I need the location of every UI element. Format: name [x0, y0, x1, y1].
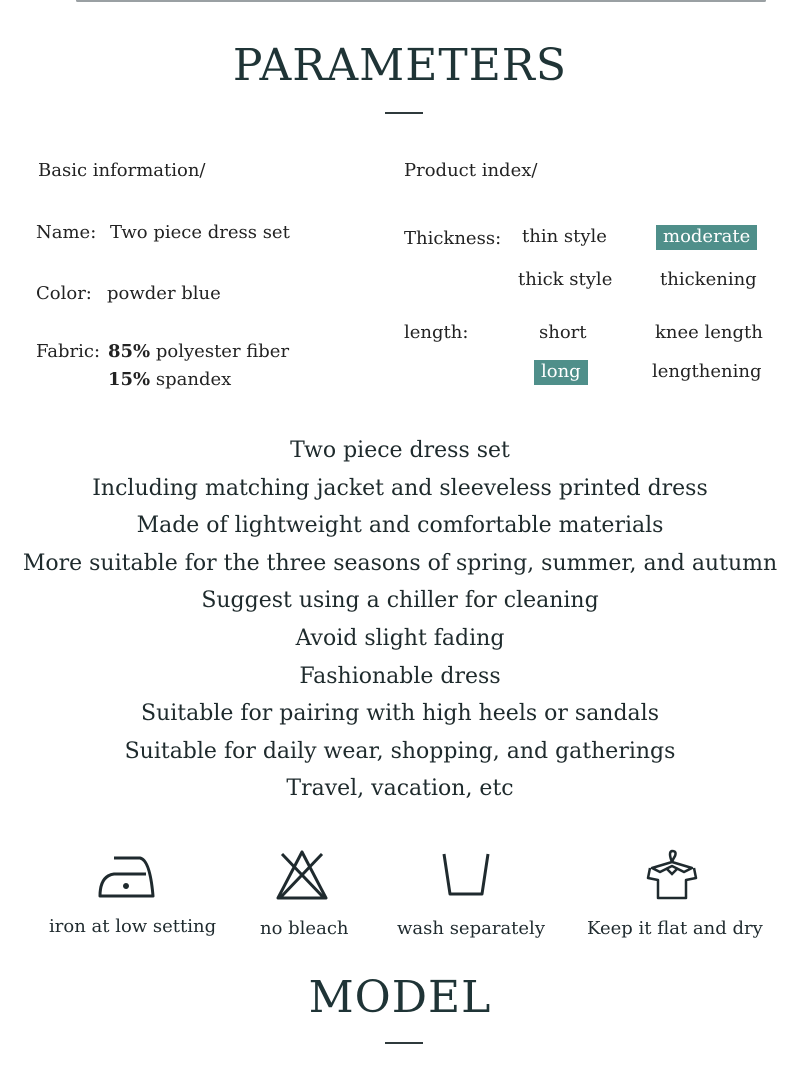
no-bleach-label: no bleach — [260, 918, 349, 939]
basic-info-title: Basic information/ — [38, 160, 206, 181]
top-divider — [76, 0, 766, 2]
thickness-label: Thickness: — [404, 228, 502, 249]
feature-list — [0, 432, 800, 808]
length-option-short: short — [539, 322, 587, 343]
thickness-option-moderate-selected: moderate — [656, 225, 757, 250]
no-bleach-icon — [274, 848, 330, 902]
product-index-title: Product index/ — [404, 160, 538, 181]
flat-dry-label: Keep it flat and dry — [587, 918, 763, 939]
fabric-2-material: spandex — [155, 369, 232, 390]
iron-icon — [96, 852, 160, 902]
thickness-option-thin: thin style — [522, 226, 607, 247]
fabric-2-percent: 15% — [108, 369, 151, 390]
fabric-1-material: polyester fiber — [155, 341, 290, 362]
length-label: length: — [404, 322, 469, 343]
model-underline — [385, 1042, 423, 1044]
feature-line: Suitable for daily wear, shopping, and gatherings — [124, 738, 676, 764]
fabric-label: Fabric: — [36, 341, 101, 362]
fabric-1-percent: 85% — [108, 341, 151, 362]
feature-line: Including matching jacket and sleeveless printed dress — [92, 475, 708, 501]
fabric-line-2 — [108, 369, 231, 390]
fabric-line-1 — [108, 341, 289, 362]
name-label: Name: — [36, 222, 97, 243]
thickness-option-thickening: thickening — [660, 269, 757, 290]
feature-line: Travel, vacation, etc — [286, 776, 514, 802]
heading-underline — [385, 112, 423, 114]
feature-line: Suggest using a chiller for cleaning — [201, 588, 599, 614]
feature-line: Fashionable dress — [299, 663, 501, 689]
feature-line: Suitable for pairing with high heels or sandals — [141, 701, 659, 727]
color-label: Color: — [36, 283, 92, 304]
feature-line: Avoid slight fading — [295, 625, 505, 651]
length-option-long-selected: long — [534, 360, 588, 385]
feature-line: Made of lightweight and comfortable materials — [136, 513, 664, 539]
wash-separately-label: wash separately — [397, 918, 545, 939]
name-value: Two piece dress set — [110, 222, 290, 243]
color-value: powder blue — [107, 283, 221, 304]
model-heading: MODEL — [308, 972, 492, 1023]
feature-line: More suitable for the three seasons of spring, summer, and autumn — [22, 550, 778, 576]
thickness-option-thick: thick style — [518, 269, 613, 290]
parameters-heading: PARAMETERS — [232, 40, 568, 91]
length-option-lengthening: lengthening — [652, 361, 762, 382]
feature-line: Two piece dress set — [290, 438, 510, 463]
wash-tub-icon — [440, 850, 492, 900]
iron-label: iron at low setting — [49, 916, 217, 937]
hanging-shirt-icon — [646, 848, 698, 902]
length-option-knee: knee length — [655, 322, 763, 343]
